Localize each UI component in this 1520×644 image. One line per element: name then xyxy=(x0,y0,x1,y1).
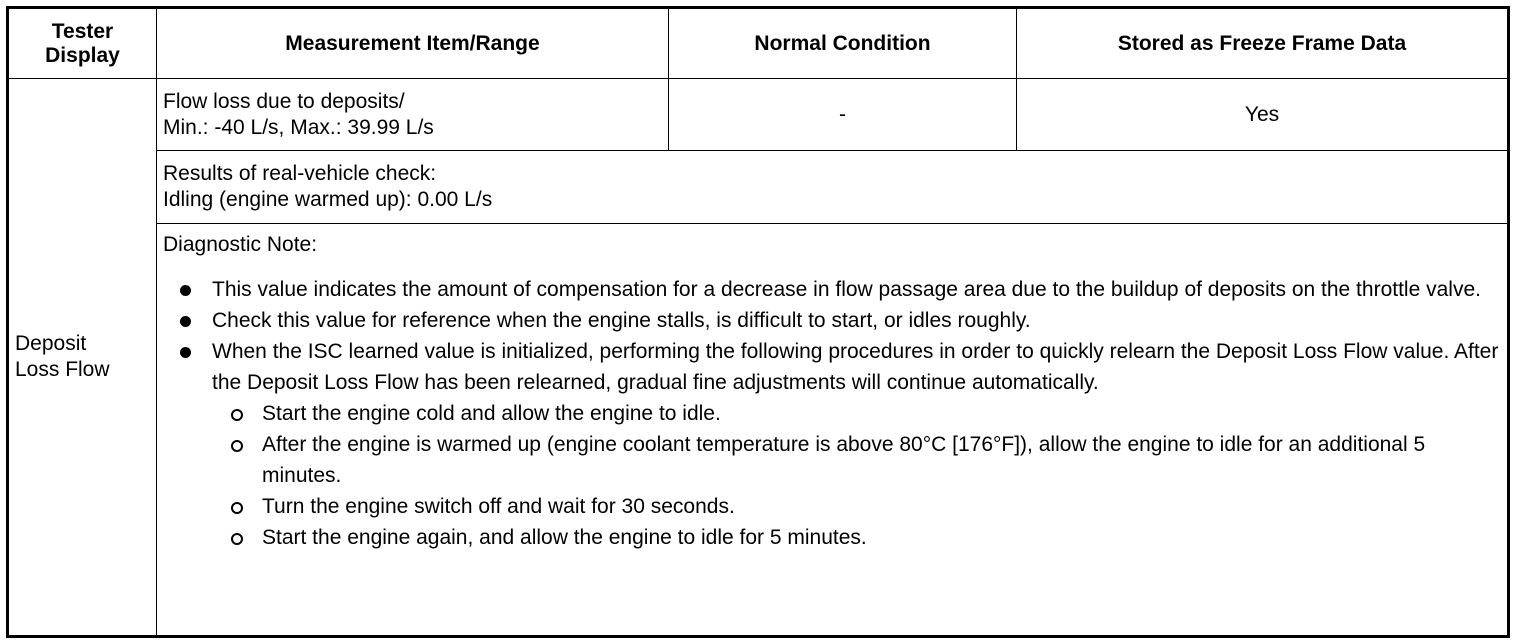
check-line-1: Results of real-vehicle check: xyxy=(163,162,437,185)
measurement-line-1: Flow loss due to deposits/ xyxy=(163,89,405,113)
measurement-cell xyxy=(157,79,669,151)
list-item xyxy=(163,305,1501,336)
bullet-text: This value indicates the amount of compensation for a decrease in flow passage area due to the buildup of deposits on the throttle valve. xyxy=(212,278,1481,301)
header-tester-display: Tester Display xyxy=(8,8,157,79)
bullet-text: Check this value for reference when the engine stalls, is difficult to start, or idles roughly. xyxy=(212,309,1031,332)
circle-bullet-icon xyxy=(231,409,243,421)
sub-bullet-text: Turn the engine switch off and wait for 30 seconds. xyxy=(262,495,735,518)
spec-table xyxy=(6,6,1510,638)
sub-bullet-text: Start the engine again, and allow the engine to idle for 5 minutes. xyxy=(262,526,867,549)
header-row xyxy=(8,8,1509,79)
sub-bullet-text: After the engine is warmed up (engine coolant temperature is above 80°C [176°F]), allow the engine to idle for an additional 5 minutes. xyxy=(262,433,1426,487)
circle-bullet-icon xyxy=(231,502,243,514)
check-line-2: Idling (engine warmed up): 0.00 L/s xyxy=(163,188,493,211)
measurement-line-2: Min.: -40 L/s, Max.: 39.99 L/s xyxy=(163,115,434,139)
list-item xyxy=(163,398,1501,429)
freeze-frame-value: Yes xyxy=(1244,102,1280,126)
header-normal-condition: Normal Condition xyxy=(669,8,1017,79)
note-bullet-list xyxy=(163,274,1501,553)
bullet-icon xyxy=(180,316,191,327)
normal-condition-value: - xyxy=(839,102,846,126)
header-freeze-frame: Stored as Freeze Frame Data xyxy=(1017,8,1509,79)
circle-bullet-icon xyxy=(231,533,243,545)
freeze-frame-cell xyxy=(1017,79,1509,151)
tester-display-cell xyxy=(8,79,157,637)
list-item xyxy=(163,429,1501,491)
circle-bullet-icon xyxy=(231,440,243,452)
sub-bullet-list xyxy=(212,398,1501,553)
bullet-text: When the ISC learned value is initialized, performing the following procedures in order to quickly relearn the Deposit Loss Flow value. After the Deposit Loss Flow has been relearned, gradual fine adjustments will continue automatically. xyxy=(212,340,1499,394)
diagnostic-note-cell xyxy=(157,224,1509,637)
tester-display-value: Deposit Loss Flow xyxy=(15,332,110,381)
table-row xyxy=(8,224,1509,637)
table-row xyxy=(8,151,1509,224)
table-row xyxy=(8,79,1509,151)
bullet-icon xyxy=(180,285,191,296)
check-cell xyxy=(157,151,1509,224)
diagnostic-note-title: Diagnostic Note: xyxy=(163,233,318,256)
normal-condition-cell xyxy=(669,79,1017,151)
sub-bullet-text: Start the engine cold and allow the engine to idle. xyxy=(262,402,721,425)
list-item xyxy=(163,274,1501,305)
list-item xyxy=(163,336,1501,553)
list-item xyxy=(163,522,1501,553)
bullet-icon xyxy=(180,347,191,358)
list-item xyxy=(163,491,1501,522)
header-measurement: Measurement Item/Range xyxy=(157,8,669,79)
